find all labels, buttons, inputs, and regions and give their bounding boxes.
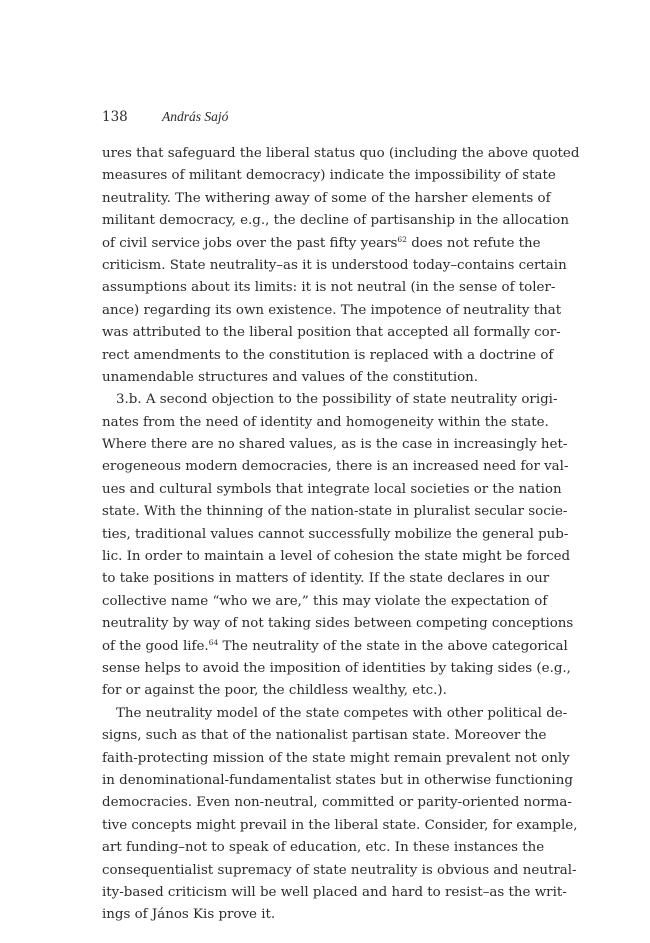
text-line: democracies. Even non-neutral, committed or parity-oriented norma- bbox=[102, 795, 572, 811]
running-head bbox=[102, 108, 228, 126]
text-line: ures that safeguard the liberal status quo (including the above quoted bbox=[102, 146, 580, 161]
text-line: consequentialist supremacy of state neutrality is obvious and neutral- bbox=[102, 862, 577, 878]
text-line: Where there are no shared values, as is the case in increasingly het- bbox=[102, 437, 568, 453]
text-line: faith-protecting mission of the state might remain prevalent not only bbox=[102, 750, 570, 766]
text-line-part: does not refute the bbox=[406, 235, 541, 251]
page-number: 138 bbox=[102, 109, 128, 125]
text-line: nates from the need of identity and homogeneity within the state. bbox=[102, 414, 549, 430]
text-line: militant democracy, e.g., the decline of partisanship in the allocation bbox=[102, 213, 569, 229]
text-line: measures of militant democracy) indicate the impossibility of state bbox=[102, 168, 556, 184]
text-line-part: The neutrality of the state in the above categorical bbox=[218, 638, 568, 654]
text-line: erogeneous modern democracies, there is an increased need for val- bbox=[102, 459, 569, 475]
text-line: art funding–not to speak of education, etc. In these instances the bbox=[102, 840, 545, 856]
text-line: sense helps to avoid the imposition of identities by taking sides (e.g., bbox=[102, 660, 571, 676]
text-line: criticism. State neutrality–as it is understood today–contains certain bbox=[102, 257, 567, 273]
text-line: in denominational-fundamentalist states but in otherwise functioning bbox=[102, 772, 573, 788]
text-line: ties, traditional values cannot successfully mobilize the general pub- bbox=[102, 526, 569, 542]
text-line: neutrality by way of not taking sides between competing conceptions bbox=[102, 616, 574, 632]
text-line: ance) regarding its own existence. The impotence of neutrality that bbox=[102, 302, 562, 318]
text-line: The neutrality model of the state competes with other political de- bbox=[116, 705, 568, 721]
footnote-ref: 62 bbox=[397, 234, 407, 244]
text-line: signs, such as that of the nationalist partisan state. Moreover the bbox=[102, 728, 547, 744]
text-line-with-footnote bbox=[102, 233, 539, 255]
text-line: ings of János Kis prove it. bbox=[102, 907, 276, 923]
text-line: collective name “who we are,” this may violate the expectation of bbox=[102, 593, 548, 609]
text-line: ity-based criticism will be well placed and hard to resist–as the writ- bbox=[102, 884, 567, 900]
body-text bbox=[102, 143, 580, 927]
running-head-author: András Sajó bbox=[162, 109, 229, 124]
text-line: rect amendments to the constitution is replaced with a doctrine of bbox=[102, 347, 554, 363]
text-line: lic. In order to maintain a level of cohesion the state might be forced bbox=[102, 549, 571, 565]
text-line: assumptions about its limits: it is not neutral (in the sense of toler- bbox=[102, 280, 556, 296]
text-line: 3.b. A second objection to the possibility of state neutrality origi- bbox=[116, 392, 558, 408]
text-line: unamendable structures and values of the constitution. bbox=[102, 369, 479, 385]
text-line: to take positions in matters of identity. If the state declares in our bbox=[102, 571, 550, 587]
text-line: ues and cultural symbols that integrate local societies or the nation bbox=[102, 481, 562, 497]
text-line: state. With the thinning of the nation-state in pluralist secular socie- bbox=[102, 504, 568, 520]
text-line: neutrality. The withering away of some of the harsher elements of bbox=[102, 190, 551, 206]
text-line-part: of civil service jobs over the past fifty years bbox=[102, 235, 398, 251]
text-line: was attributed to the liberal position that accepted all formally cor- bbox=[102, 325, 561, 341]
text-line-with-footnote bbox=[102, 636, 568, 658]
text-line-part: of the good life. bbox=[102, 638, 209, 654]
text-line: for or against the poor, the childless wealthy, etc.). bbox=[102, 683, 447, 699]
text-line: tive concepts might prevail in the liberal state. Consider, for example, bbox=[102, 817, 578, 833]
footnote-ref: 64 bbox=[208, 637, 219, 647]
